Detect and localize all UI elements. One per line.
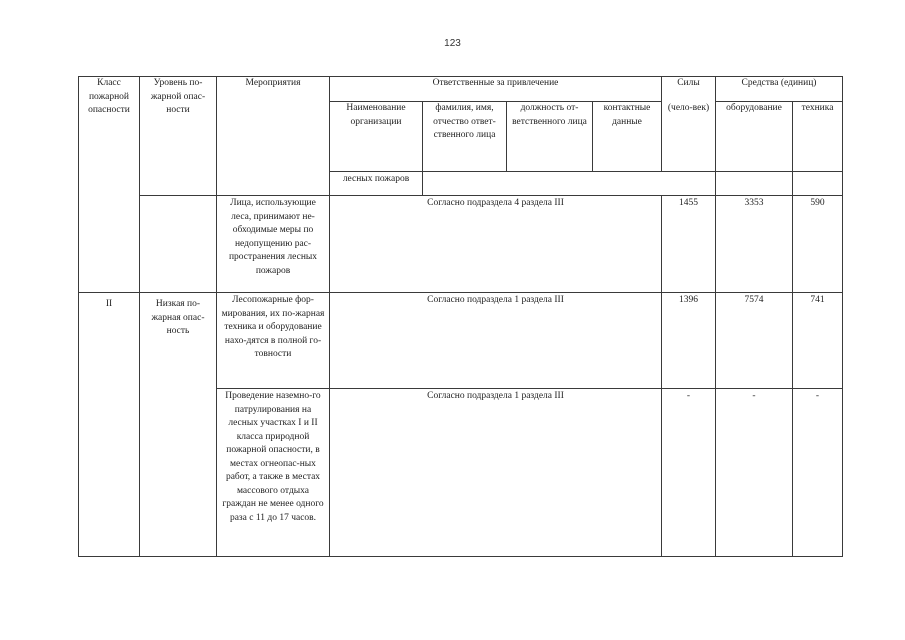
row-equipment: 3353 — [716, 196, 793, 293]
header-class: Класс пожарной опасности — [79, 77, 140, 196]
header-contacts: контактные данные — [593, 102, 662, 172]
row-forces: - — [662, 389, 716, 557]
header-machinery: техника — [793, 102, 843, 172]
row-responsible — [423, 172, 716, 196]
row-forces — [716, 172, 793, 196]
header-org-name: Наименование организации — [330, 102, 423, 172]
header-equipment: оборудование — [716, 102, 793, 172]
row-measure: Лица, использующие леса, принимают не-обходимые меры по недопущению рас-пространения лесных пожаров — [217, 196, 330, 293]
header-forces: Силы — [662, 77, 716, 102]
row-class — [79, 196, 140, 293]
row-responsible: Согласно подраздела 1 раздела III — [330, 293, 662, 389]
row-machinery: - — [793, 389, 843, 557]
row-machinery: 741 — [793, 293, 843, 389]
header-forces-unit: (чело-век) — [662, 102, 716, 172]
row-measure: Проведение наземно-го патрулирования на лесных участках I и II класса природной пожарной опасности, в местах огнеопас-ных работ, а также в местах массового отдыха граждан не менее одного раза с 11 до 17 часов. — [217, 389, 330, 557]
row-equipment: 7574 — [716, 293, 793, 389]
header-means: Средства (единиц) — [716, 77, 843, 102]
row-machinery: 590 — [793, 196, 843, 293]
row-measure: Лесопожарные фор-мирования, их по-жарная техника и оборудование нахо-дятся в полной го-товности — [217, 293, 330, 389]
row-forces: 1455 — [662, 196, 716, 293]
header-responsible: Ответственные за привлечение — [330, 77, 662, 102]
fire-measures-table — [78, 76, 843, 557]
row-equipment — [793, 172, 843, 196]
row-forces: 1396 — [662, 293, 716, 389]
row-class: II — [79, 293, 140, 557]
row-equipment: - — [716, 389, 793, 557]
row-level — [140, 196, 217, 293]
row-measure: лесных пожаров — [330, 172, 423, 196]
row-responsible: Согласно подраздела 1 раздела III — [330, 389, 662, 557]
page-number: 123 — [444, 38, 461, 49]
header-measures: Мероприятия — [217, 77, 330, 196]
row-level: Низкая по-жарная опас-ность — [140, 293, 217, 557]
row-responsible: Согласно подраздела 4 раздела III — [330, 196, 662, 293]
header-level: Уровень по-жарной опас-ности — [140, 77, 217, 196]
header-person-name: фамилия, имя, отчество ответ-ственного лица — [423, 102, 507, 172]
header-position: должность от-ветственного лица — [507, 102, 593, 172]
